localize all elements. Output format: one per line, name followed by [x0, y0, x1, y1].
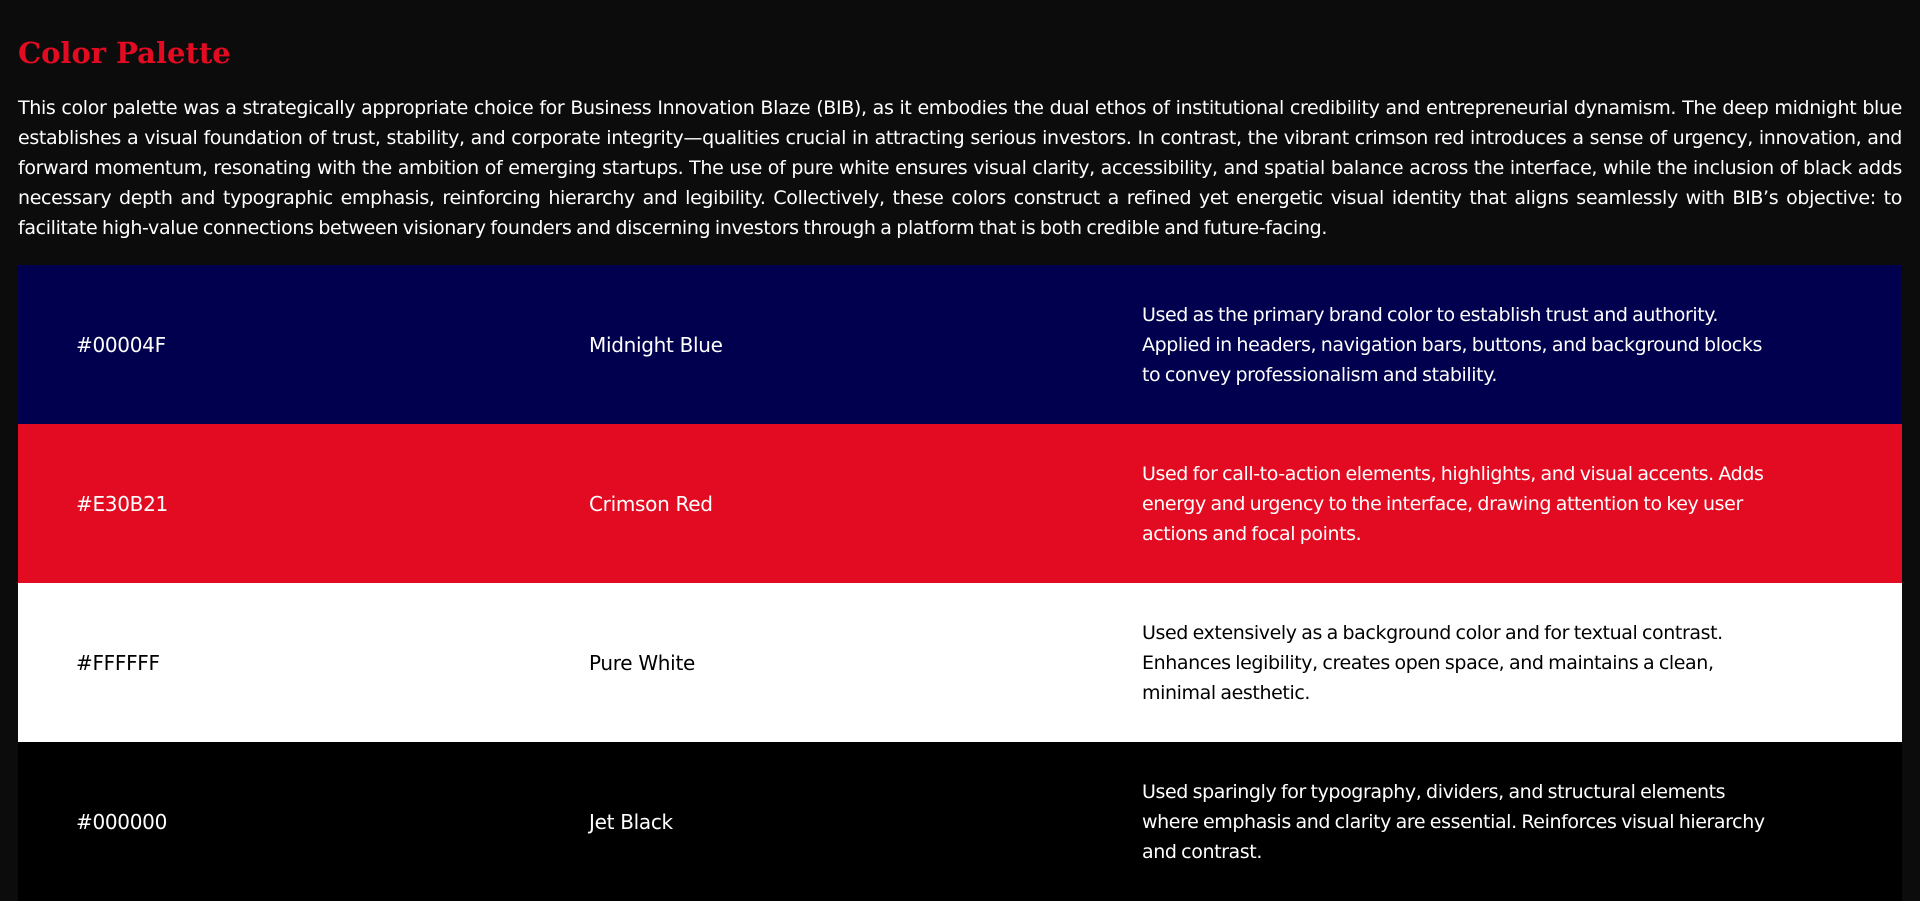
swatch-hex: #FFFFFF [76, 650, 160, 675]
section-title: Color Palette [18, 36, 231, 70]
swatch-name: Crimson Red [589, 491, 713, 516]
swatch-name: Midnight Blue [589, 332, 723, 357]
swatch-row-midnight-blue [18, 265, 1902, 424]
swatch-name: Pure White [589, 650, 695, 675]
swatch-description: Used as the primary brand color to establish trust and authority. Applied in headers, navigation bars, buttons, and background blocks to convey professionalism and stability. [1142, 303, 1762, 386]
swatch-row-jet-black [18, 742, 1902, 901]
swatch-hex: #00004F [76, 332, 166, 357]
swatch-name: Jet Black [589, 809, 673, 834]
swatch-description: Used sparingly for typography, dividers, and structural elements where emphasis and clarity are essential. Reinforces visual hierarchy and contrast. [1142, 780, 1765, 863]
swatch-row-pure-white [18, 583, 1902, 742]
swatch-description: Used for call-to-action elements, highlights, and visual accents. Adds energy and urgency to the interface, drawing attention to key user actions and focal points. [1142, 462, 1764, 545]
palette-table [18, 265, 1902, 901]
intro-paragraph: This color palette was a strategically appropriate choice for Business Innovation Blaze (BIB), as it embodies the dual ethos of institutional credibility and entrepreneurial dynamism. The deep midnight blue establishes a visual foundation of trust, stability, and corporate integrity—qualities crucial in attracting serious investors. In contrast, the vibrant crimson red introduces a sense of urgency, innovation, and forward momentum, resonating with the ambition of emerging startups. The use of pure white ensures visual clarity, accessibility, and spatial balance across the interface, while the inclusion of black adds necessary depth and typographic emphasis, reinforcing hierarchy and legibility. Collectively, these colors construct a refined yet energetic visual identity that aligns seamlessly with BIB’s objective: to facilitate high-value connections between visionary founders and discerning investors through a platform that is both credible and future-facing. [18, 97, 1902, 239]
swatch-row-crimson-red [18, 424, 1902, 583]
swatch-description: Used extensively as a background color and for textual contrast. Enhances legibility, creates open space, and maintains a clean, minimal aesthetic. [1142, 621, 1723, 704]
swatch-hex: #E30B21 [76, 491, 168, 516]
swatch-hex: #000000 [76, 809, 168, 834]
